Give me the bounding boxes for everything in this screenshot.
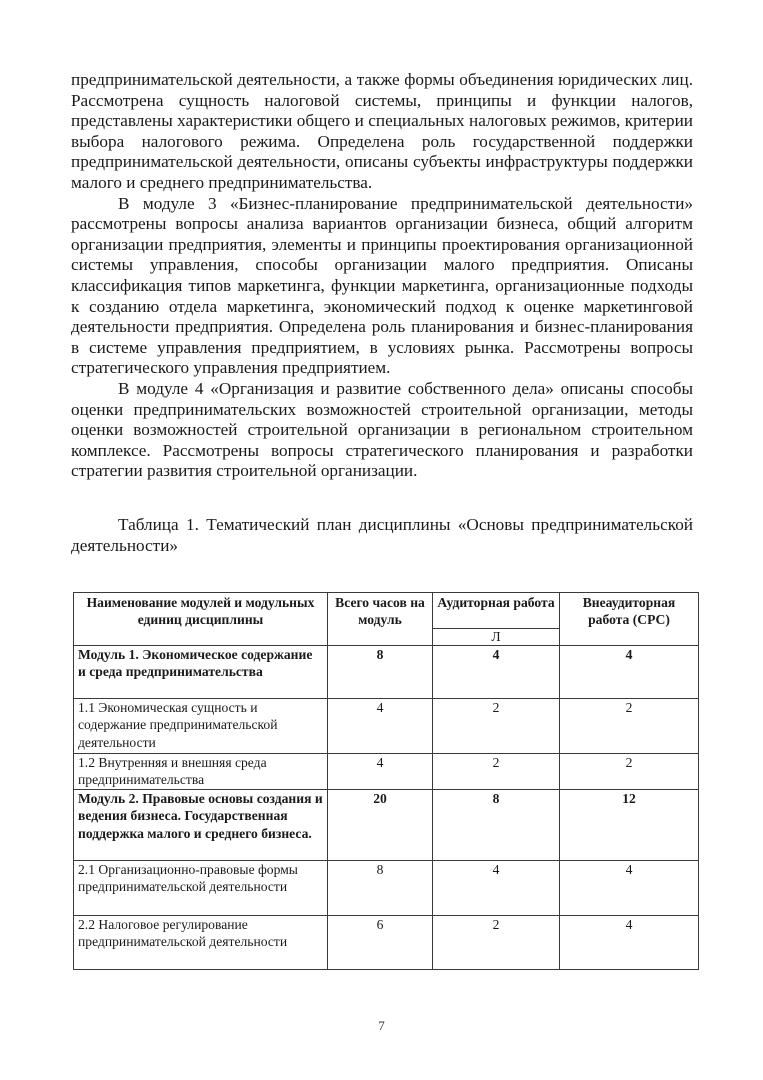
row-independent: 2 [560, 699, 699, 754]
paragraph-module-4: В модуле 4 «Организация и развитие собственного дела» описаны способы оценки предпринимательских возможностей строительной организации, методы оценки возможностей строительной организации в региональном строительном комплексе. Рассмотрены вопросы стратегического планирования и разработки стратегии развития строительной организации. [71, 378, 693, 481]
row-name: 1.1 Экономическая сущность и содержание предпринимательской деятельности [74, 699, 328, 754]
row-total: 20 [328, 790, 433, 861]
table-row-unit-1-1 [74, 699, 699, 754]
row-lectures: 2 [433, 699, 560, 754]
row-name: 2.1 Организационно-правовые формы предпринимательской деятельности [74, 861, 328, 916]
row-independent: 4 [560, 861, 699, 916]
thematic-plan-table [73, 592, 699, 970]
row-name: 2.2 Налоговое регулирование предпринимательской деятельности [74, 916, 328, 970]
table-row-unit-2-1 [74, 861, 699, 916]
row-independent: 2 [560, 754, 699, 790]
header-name: Наименование модулей и модульных единиц дисциплины [74, 593, 328, 646]
table-row-module-2 [74, 790, 699, 861]
paragraph-module-3: В модуле 3 «Бизнес-планирование предпринимательской деятельности» рассмотрены вопросы анализа вариантов организации бизнеса, общий алгоритм организации предприятия, элементы и принципы проектирования организационной системы управления, способы организации малого предприятия. Описаны классификация типов маркетинга, функции маркетинга, организационные подходы к созданию отдела маркетинга, экономический подход к оценке маркетинговой деятельности предприятия. Определена роль планирования и бизнес-планирования в системе управления предприятием, в условиях рынка. Рассмотрены вопросы стратегического управления предприятием. [71, 193, 693, 378]
paragraph-1: предпринимательской деятельности, а также формы объединения юридических лиц. Рассмотрена сущность налоговой системы, принципы и функции налогов, представлены характеристики общего и специальных налоговых режимов, критерии выбора налогового режима. Определена роль государственной поддержки предпринимательской деятельности, описаны субъекты инфраструктуры поддержки малого и среднего предпринимательства. [71, 70, 693, 192]
table-row-module-1 [74, 646, 699, 699]
row-total: 6 [328, 916, 433, 970]
row-independent: 12 [560, 790, 699, 861]
page-number: 7 [378, 1018, 385, 1033]
header-independent: Внеаудиторная работа (СРС) [560, 593, 699, 646]
row-total: 4 [328, 699, 433, 754]
table-caption: Таблица 1. Тематический план дисциплины «Основы предпринимательской деятельности» [71, 515, 693, 555]
table-row-unit-2-2 [74, 916, 699, 970]
row-total: 4 [328, 754, 433, 790]
row-lectures: 2 [433, 754, 560, 790]
row-name: 1.2 Внутренняя и внешняя среда предпринимательства [74, 754, 328, 790]
header-auditorium: Аудиторная работа [433, 593, 560, 629]
row-lectures: 4 [433, 861, 560, 916]
header-lectures: Л [433, 629, 560, 646]
header-total-hours: Всего часов на модуль [328, 593, 433, 646]
row-independent: 4 [560, 646, 699, 699]
row-lectures: 8 [433, 790, 560, 861]
row-name: Модуль 1. Экономическое содержание и среда предпринимательства [74, 646, 328, 699]
body-text [71, 70, 693, 482]
row-lectures: 4 [433, 646, 560, 699]
row-lectures: 2 [433, 916, 560, 970]
row-total: 8 [328, 861, 433, 916]
row-total: 8 [328, 646, 433, 699]
table-row-unit-1-2 [74, 754, 699, 790]
row-name: Модуль 2. Правовые основы создания и ведения бизнеса. Государственная поддержка малого и среднего бизнеса. [74, 790, 328, 861]
row-independent: 4 [560, 916, 699, 970]
